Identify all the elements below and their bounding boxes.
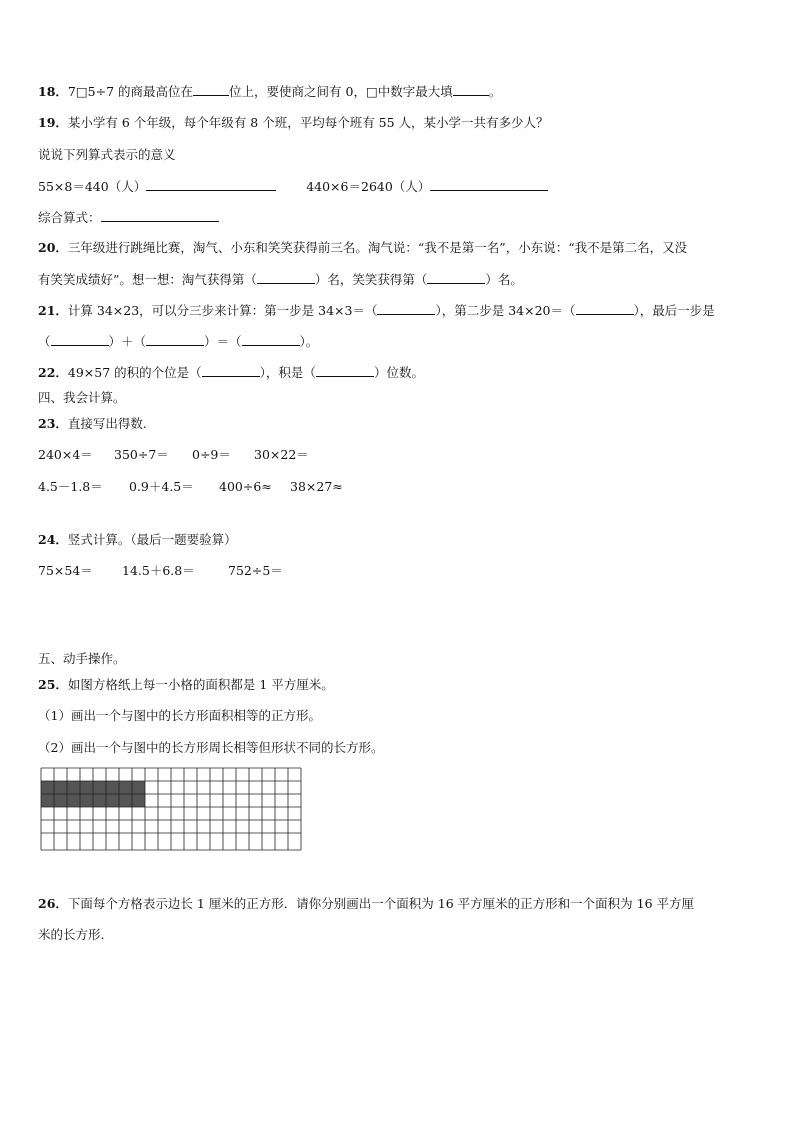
question-text: ），积是（ bbox=[259, 365, 316, 380]
question-21-line2 bbox=[38, 333, 318, 350]
calc-item: 0÷9＝ bbox=[192, 447, 231, 462]
answer-blank[interactable] bbox=[430, 178, 548, 191]
question-24 bbox=[38, 532, 237, 548]
question-text: 49×57 的积的个位是（ bbox=[67, 365, 202, 380]
paren: ）＝（ bbox=[204, 334, 242, 349]
calc-item: 400÷6≈ bbox=[219, 479, 272, 494]
calc-item: 30×22＝ bbox=[254, 447, 309, 462]
answer-blank[interactable] bbox=[257, 271, 315, 284]
answer-blank[interactable] bbox=[146, 178, 276, 191]
question-text: 某小学有 6 个年级，每个年级有 8 个班，平均每个班有 55 人，某小学一共有多少人？ bbox=[67, 115, 549, 130]
question-text: 直接写出得数. bbox=[67, 416, 147, 431]
question-21-line1 bbox=[38, 302, 715, 319]
question-number: 18． bbox=[38, 84, 68, 99]
paren: ）。 bbox=[299, 334, 319, 349]
equation-2: 440×6＝2640（人） bbox=[306, 179, 431, 194]
question-number: 20． bbox=[38, 240, 68, 255]
answer-blank[interactable] bbox=[193, 83, 229, 96]
question-number: 21． bbox=[38, 303, 68, 318]
calc-item: 14.5＋6.8＝ bbox=[122, 563, 195, 578]
calc-row-2 bbox=[38, 479, 343, 495]
question-text: 7□5÷7 的商最高位在 bbox=[67, 84, 194, 99]
calc-row-3 bbox=[38, 563, 283, 579]
question-text: 下面每个方格表示边长 1 厘米的正方形．请你分别画出一个面积为 16 平方厘米的正方形和一个面积为 16 平方厘 bbox=[67, 896, 695, 911]
question-text: ）位数。 bbox=[373, 365, 424, 380]
question-text: 三年级进行跳绳比赛，淘气、小东和笑笑获得前三名。淘气说：“我不是第一名”，小东说：“我不是第二名，又没 bbox=[67, 240, 688, 255]
paren: ）＋（ bbox=[108, 334, 147, 349]
question-26-line2: 米的长方形. bbox=[38, 927, 105, 942]
question-text: ），最后一步是 bbox=[633, 303, 715, 318]
question-20-line2 bbox=[38, 271, 523, 288]
question-text: 如图方格纸上每一小格的面积都是 1 平方厘米。 bbox=[67, 677, 334, 692]
question-19-equations bbox=[38, 178, 548, 195]
question-19-subtitle: 说说下列算式表示的意义 bbox=[38, 147, 176, 162]
answer-blank[interactable] bbox=[146, 333, 204, 346]
question-text: 计算 34×23，可以分三步来计算：第一步是 34×3＝（ bbox=[67, 303, 378, 318]
answer-blank[interactable] bbox=[576, 302, 634, 315]
calc-item: 75×54＝ bbox=[38, 563, 93, 578]
calc-item: 4.5－1.8＝ bbox=[38, 479, 103, 494]
calc-item: 38×27≈ bbox=[290, 479, 343, 494]
question-text: ），第二步是 34×20＝（ bbox=[435, 303, 576, 318]
question-20-line1 bbox=[38, 240, 687, 256]
question-text: 有笑笑成绩好”。想一想：淘气获得第（ bbox=[38, 272, 257, 287]
calc-item: 0.9＋4.5＝ bbox=[129, 479, 194, 494]
answer-blank[interactable] bbox=[242, 333, 300, 346]
question-text: ）名。 bbox=[485, 272, 523, 287]
calc-item: 350÷7＝ bbox=[114, 447, 169, 462]
answer-blank[interactable] bbox=[202, 364, 260, 377]
calc-item: 752÷5＝ bbox=[228, 563, 283, 578]
calc-item: 240×4＝ bbox=[38, 447, 93, 462]
answer-blank[interactable] bbox=[453, 83, 489, 96]
calc-row-1 bbox=[38, 447, 309, 463]
question-number: 25． bbox=[38, 677, 68, 692]
graph-paper-grid[interactable] bbox=[40, 767, 304, 877]
question-18 bbox=[38, 83, 501, 100]
answer-blank[interactable] bbox=[101, 209, 219, 222]
question-number: 24． bbox=[38, 532, 68, 547]
question-text: ）名，笑笑获得第（ bbox=[314, 272, 428, 287]
question-25 bbox=[38, 677, 334, 693]
answer-blank[interactable] bbox=[377, 302, 435, 315]
question-19-combined bbox=[38, 209, 219, 226]
question-19 bbox=[38, 115, 549, 131]
answer-blank[interactable] bbox=[316, 364, 374, 377]
question-number: 19． bbox=[38, 115, 68, 130]
question-number: 23． bbox=[38, 416, 68, 431]
answer-blank[interactable] bbox=[51, 333, 109, 346]
question-number: 26． bbox=[38, 896, 68, 911]
question-text: 。 bbox=[488, 84, 502, 99]
question-25-part2: （2）画出一个与图中的长方形周长相等但形状不同的长方形。 bbox=[38, 740, 384, 755]
question-23 bbox=[38, 416, 147, 432]
paren: （ bbox=[38, 334, 51, 349]
section-5-heading: 五、动手操作。 bbox=[38, 651, 126, 666]
question-text: 竖式计算。（最后一题要验算） bbox=[67, 532, 237, 547]
section-4-heading: 四、我会计算。 bbox=[38, 390, 126, 405]
answer-blank[interactable] bbox=[427, 271, 485, 284]
question-22 bbox=[38, 364, 424, 381]
question-25-part1: （1）画出一个与图中的长方形面积相等的正方形。 bbox=[38, 708, 321, 723]
combined-label: 综合算式： bbox=[38, 210, 101, 225]
question-26-line1 bbox=[38, 896, 694, 912]
equation-1: 55×8＝440（人） bbox=[38, 179, 147, 194]
question-number: 22． bbox=[38, 365, 68, 380]
question-text: 位上，要使商之间有 0，□中数字最大填 bbox=[229, 84, 453, 99]
